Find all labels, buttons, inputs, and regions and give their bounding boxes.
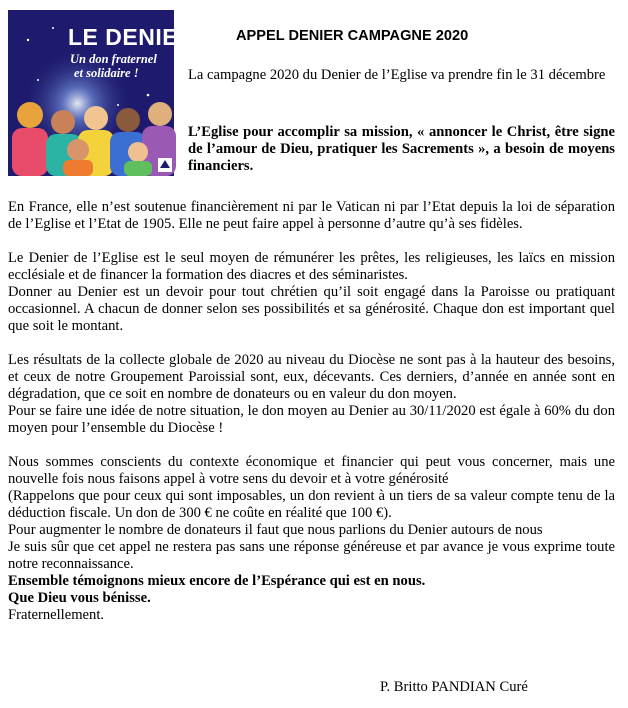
paragraph-results: Les résultats de la collecte globale de 2020 au niveau du Diocèse ne sont pas à la hauteur des besoins, et ceux de notre Groupement Paroissial sont, eux, décevants. Ces derniers, d’année en année sont en dégradation, que ce soit en nombre de donateurs ou en valeur du don moyen. <box>8 352 615 402</box>
paragraph-average-gift: Pour se faire une idée de notre situation, le don moyen au Denier au 30/11/2020 est égale à 60% du don moyen pour l’ensemble du Diocèse ! <box>8 403 615 436</box>
paragraph-context: Nous sommes conscients du contexte économique et financier qui peut vous concerner, mais une nouvelle fois nous faisons appel à votre sens du devoir et à votre générosité <box>8 454 615 487</box>
poster-subtitle-line2: et solidaire ! <box>74 66 139 80</box>
paragraph-blessing: Que Dieu vous bénisse. <box>8 590 151 606</box>
paragraph-gratitude: Je suis sûr que cet appel ne restera pas sans une réponse généreuse et par avance je vous exprime toute notre reconnaissance. <box>8 539 615 572</box>
paragraph-closing: Fraternellement. <box>8 607 105 623</box>
letter-body <box>8 199 615 624</box>
intro-paragraph: La campagne 2020 du Denier de l’Eglise va prendre fin le 31 décembre <box>188 67 606 83</box>
paragraph-tax-reminder: (Rappelons que pour ceux qui sont imposables, un don revient à un tiers de sa valeur compte tenu de la déduction fiscale. Un don de 300 € ne coûte en réalité que 100 €). <box>8 488 615 521</box>
signature: P. Britto PANDIAN Curé <box>380 679 528 695</box>
poster-title: LE DENIER <box>68 24 196 50</box>
denier-poster-image <box>8 10 196 176</box>
paragraph-duty: Donner au Denier est un devoir pour tout chrétien qu’il soit engagé dans la Paroisse ou pratiquant occasionnel. A chacun de donner selon ses possibilités et sa générosité. Chaque don est important quel que soit le montant. <box>8 284 615 334</box>
paragraph-donors: Pour augmenter le nombre de donateurs il faut que nous parlions du Denier autours de nous <box>8 522 543 538</box>
paragraph-financing: En France, elle n’est soutenue financièrement ni par le Vatican ni par l’Etat depuis la loi de séparation de l’Eglise et l’Etat de 1905. Elle ne peut faire appel à personne d’autre qu’à ses fidèles. <box>8 199 615 232</box>
page-title: APPEL DENIER CAMPAGNE 2020 <box>236 28 469 44</box>
poster-subtitle-line1: Un don fraternel <box>70 52 157 66</box>
paragraph-hope: Ensemble témoignons mieux encore de l’Espérance qui est en nous. <box>8 573 426 589</box>
paragraph-denier-role: Le Denier de l’Eglise est le seul moyen de rémunérer les prêtes, les religieuses, les laïcs en mission ecclésiale et de financer la formation des diacres et des séminaristes. <box>8 250 615 283</box>
mission-paragraph: L’Eglise pour accomplir sa mission, « annoncer le Christ, être signe de l’amour de Dieu, pratiquer les Sacrements », a besoin de moyens financiers. <box>188 124 615 174</box>
